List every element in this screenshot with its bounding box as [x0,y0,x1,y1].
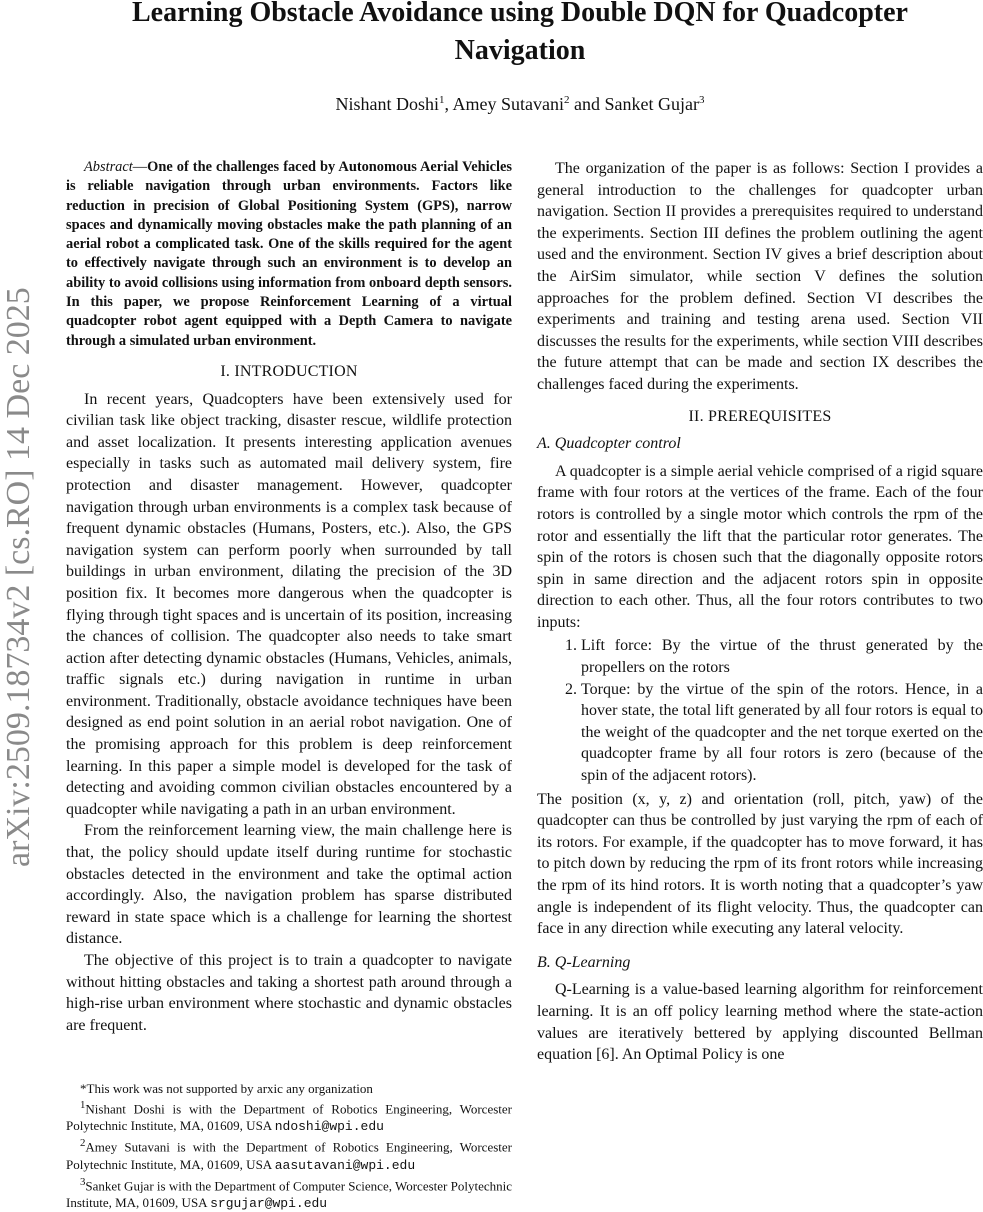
body-paragraph: Q-Learning is a value-based learning algorithm for reinforcement learning. It is an off policy learning method where the state-action values are iteratively bettered by applying discounted Bellman equation [6]. An Optimal Policy is one [537,981,983,1064]
author-list [80,94,960,115]
abstract [66,158,512,351]
author-name: Nishant Doshi [335,94,439,114]
footnote-text: Amey Sutavani is with the Department of Robotics Engineering, Worcester Polytechnic Institute, MA, 01609, USA [66,1139,512,1172]
footnote-mark: 2 [80,1137,86,1150]
list-item: 1. Lift force: By the virtue of the thrust generated by the propellers on the rotors [581,635,983,678]
footnote-mark: 1 [80,1099,86,1111]
body-paragraph: A quadcopter is a simple aerial vehicle comprised of a rigid square frame with four rotors at the vertices of the frame. Each of the four rotors is controlled by a single motor which controls the rpm of the rotor and essentially the lift that the particular rotor generates. The spin of the rotors is chosen such that the diagonally opposite rotors spin in same direction and the adjacent rotors spin in opposite direction to each other. Thus, all the four rotors contributes to two inputs: [537,462,983,631]
author-separator: and [569,94,605,114]
footnote-funding: *This work was not supported by arxic any organization [80,1081,373,1096]
footnote-mark: 3 [80,1175,86,1188]
list-item: 2. Torque: by the virtue of the spin of the rotors. Hence, in a hover state, the total lift generated by all four rotors is equal to the weight of the quadcopter and the net torque exerted on the quadcopter frame by all four rotors is zero (because of the spin of the adjacent rotors). [581,679,983,787]
intro-paragraph: The organization of the paper is as follows: Section I provides a general introduction to the challenges for quadcopter urban navigation. Section II provides a prerequisites required to understand the experiments. Section III defines the problem outlining the agent used and the environment. Section IV gives a brief description about the AirSim simulator, while section V defines the solution approaches for the problem defined. Section VI describes the experiments and training and testing arena used. Section VII discusses the results for the experiments, while section VIII describes the future attempt that can be made and section IX describes the challenges faced during the experiments. [537,160,983,393]
intro-paragraph: From the reinforcement learning view, the main challenge here is that, the policy should update itself during runtime for stochastic obstacles detected in the environment and take the optimal action accordingly. Also, the navigation problem has sparse distributed reward in state space which is a challenge for learning the shortest distance. [66,822,512,948]
subsection-heading-quadcopter-control: A. Quadcopter control [537,435,681,453]
footnote-affiliation [66,1135,512,1173]
footnotes [66,1080,512,1212]
footnote-email[interactable]: aasutavani@wpi.edu [274,1157,416,1173]
subsection-heading-q-learning: B. Q-Learning [537,953,631,971]
arxiv-identifier: arXiv:2509.18734v2 [cs.RO] 14 Dec 2025 [0,287,37,867]
footnote-email[interactable]: srgujar@wpi.edu [210,1195,328,1211]
footnote-affiliation [66,1174,512,1212]
abstract-label: Abstract [84,159,133,175]
intro-paragraph: In recent years, Quadcopters have been extensively used for civilian task like object tracking, disaster rescue, wildlife protection and asset localization. It presents interesting application avenues especially in tasks such as automated mail delivery system, fire protection and disaster management. However, quadcopter navigation through urban environments is a complex task because of frequent dynamic obstacles (Humans, Posters, etc.). Also, the GPS navigation system can perform poorly when surrounded by tall buildings in urban environment, dilating the precision of the 3D position fix. It becomes more dangerous when the quadcopter is flying through tight spaces and is uncertain of its position, increasing the chances of collision. The quadcopter also needs to take smart action after detecting dynamic obstacles (Humans, Vehicles, animals, traffic signals etc.) during navigation in runtime in urban environment. Traditionally, obstacle avoidance techniques have been designed as end point solution in an aerial robot navigation. One of the promising approach for this problem is deep reinforcement learning. In this paper a simple model is developed for the task of detecting and avoiding common civilian obstacles encountered by a quadcopter while navigating a path in an urban environment. [66,390,512,818]
intro-paragraph: The objective of this project is to train a quadcopter to navigate without hitting obstacles and taking a shortest path around through a high-rise urban environment where stochastic and dynamic obstacles are frequent. [66,952,512,1034]
author-affiliation-mark: 3 [698,94,705,106]
author-affiliation-mark: 1 [439,94,445,106]
left-column [66,158,512,1036]
author-separator: , [444,94,453,114]
abstract-text: One of the challenges faced by Autonomous Aerial Vehicles is reliable navigation through urban environments. Factors like reduction in precision of Global Positioning System (GPS), narrow spaces and dynamically moving obstacles make the path planning of an aerial robot a complicated task. One of the skills required for the agent to effectively navigate through such an environment is to develop an ability to avoid collisions using information from onboard depth sensors. In this paper, we propose Reinforcement Learning of a virtual quadcopter robot agent equipped with a Depth Camera to navigate through a simulated urban environment. [66,159,512,349]
footnote-text: Nishant Doshi is with the Department of Robotics Engineering, Worcester Polytechnic Institute, MA, 01609, USA [66,1101,512,1134]
author-affiliation-mark: 2 [564,94,570,106]
footnote-text: Sanket Gujar is with the Department of Computer Science, Worcester Polytechnic Institute, MA, 01609, USA [66,1177,512,1210]
footnote-affiliation [66,1097,512,1135]
section-heading-introduction: I. INTRODUCTION [220,362,358,380]
author-name: Amey Sutavani [452,94,564,114]
paper-title: Learning Obstacle Avoidance using Double DQN for Quadcopter Navigation [131,0,908,66]
footnote-email[interactable]: ndoshi@wpi.edu [274,1119,384,1135]
input-list [537,635,983,786]
right-column [537,158,983,1066]
body-paragraph: The position (x, y, z) and orientation (roll, pitch, yaw) of the quadcopter can thus be controlled by just varying the rpm of each of its rotors. For example, if the quadcopter has to move forward, it has to pitch down by reducing the rpm of its front rotors while increasing the rpm of its hind rotors. It is worth noting that a quadcopter’s yaw angle is independent of its flight velocity. Thus, the quadcopter can face in any direction while executing any lateral velocity. [537,790,983,938]
section-heading-prerequisites: II. PREREQUISITES [688,407,832,425]
abstract-dash: — [132,159,148,175]
author-name: Sanket Gujar [604,94,699,114]
